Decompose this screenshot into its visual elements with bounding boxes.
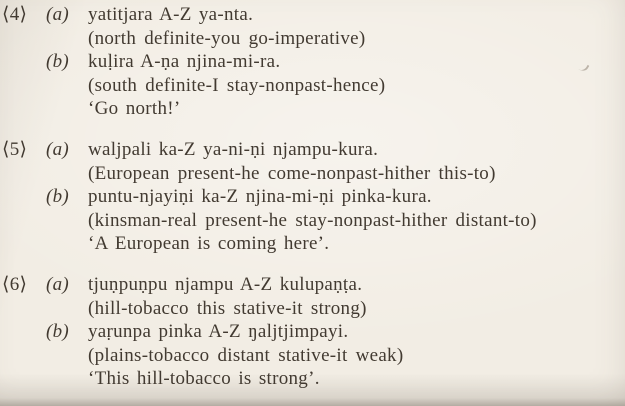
example-item-a bbox=[46, 273, 625, 320]
item-content bbox=[88, 50, 625, 121]
gloss-line: (south definite-I stay-nonpast-hence) bbox=[88, 74, 386, 96]
translation-line: ‘A European is coming here’. bbox=[88, 233, 330, 255]
translation-line: ‘This hill-tobacco is strong’. bbox=[88, 368, 320, 390]
object-language-line: kuḷira A-ṇa njina-mi-ra. bbox=[88, 51, 281, 73]
example-6 bbox=[2, 273, 625, 391]
example-number: ⟨4⟩ bbox=[2, 4, 28, 25]
example-number: ⟨5⟩ bbox=[2, 138, 28, 160]
example-item-b bbox=[46, 50, 625, 121]
item-label: (a) bbox=[46, 273, 70, 295]
object-language-line: yatitjara A-Z ya-nta. bbox=[88, 4, 254, 25]
example-items bbox=[46, 138, 625, 256]
item-label: (a) bbox=[46, 138, 70, 160]
gloss-line: (kinsman-real present-he stay-nonpast-hither distant-to) bbox=[88, 209, 537, 231]
item-content bbox=[88, 273, 625, 320]
example-item-a bbox=[46, 3, 625, 50]
example-number: ⟨6⟩ bbox=[2, 273, 28, 295]
example-item-a bbox=[46, 138, 625, 185]
item-label: (b) bbox=[46, 321, 70, 343]
translation-line: ‘Go north!’ bbox=[88, 98, 181, 120]
gloss-line: (hill-tobacco this stative-it strong) bbox=[88, 297, 367, 319]
object-language-line: waljpali ka-Z ya-ni-ṇi njampu-kura. bbox=[88, 138, 379, 160]
example-item-b bbox=[46, 320, 625, 391]
object-language-line: yaṛunpa pinka A-Z ŋaljtjimpayi. bbox=[88, 321, 349, 343]
example-items bbox=[46, 3, 625, 121]
item-label: (b) bbox=[46, 51, 70, 73]
item-label: (a) bbox=[46, 4, 70, 25]
example-4 bbox=[2, 3, 625, 121]
item-label: (b) bbox=[46, 186, 70, 208]
item-content bbox=[88, 320, 625, 391]
item-content bbox=[88, 138, 625, 185]
example-5 bbox=[2, 138, 625, 256]
object-language-line: tjuṇpuṇpu njampu A-Z kulupaṇṭa. bbox=[88, 273, 363, 295]
gloss-line: (north definite-you go-imperative) bbox=[88, 27, 366, 49]
example-items bbox=[46, 273, 625, 391]
example-item-b bbox=[46, 185, 625, 256]
object-language-line: puntu-njayiṇi ka-Z njina-mi-ṇi pinka-kura. bbox=[88, 186, 432, 208]
item-content bbox=[88, 185, 625, 256]
item-content bbox=[88, 3, 625, 50]
gloss-line: (plains-tobacco distant stative-it weak) bbox=[88, 344, 404, 366]
gloss-line: (European present-he come-nonpast-hither this-to) bbox=[88, 162, 496, 184]
